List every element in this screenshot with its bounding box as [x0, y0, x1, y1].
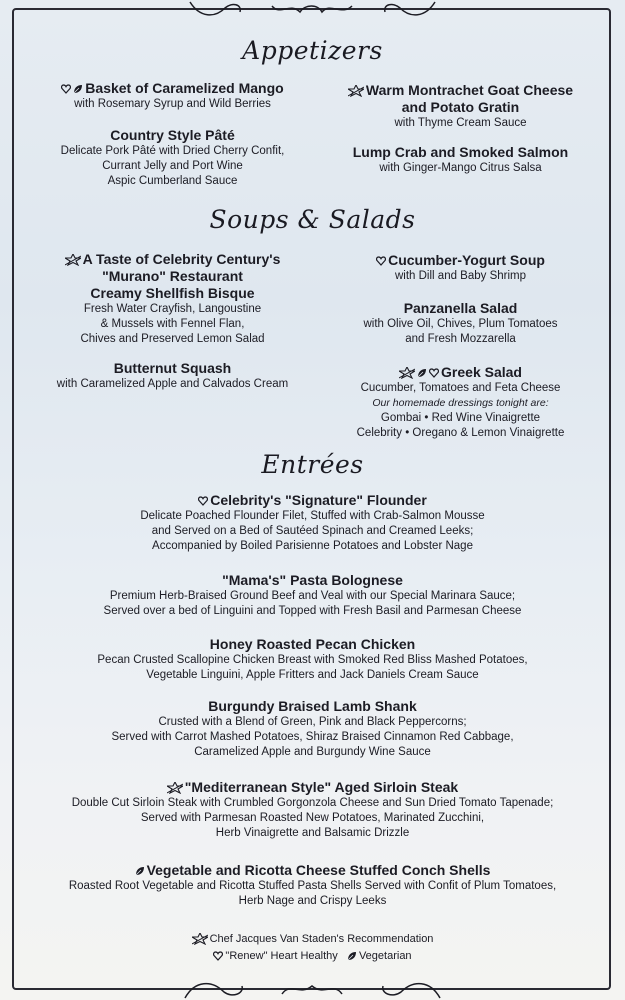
top-ornament: [0, 0, 625, 24]
chef-recommendation-icon: [65, 254, 81, 266]
dish-name: Vegetable and Ricotta Cheese Stuffed Conch Shells: [146, 862, 491, 878]
dish-desc: Herb Nage and Crispy Leeks: [238, 895, 387, 907]
dish-name: Cucumber-Yogurt Soup: [388, 252, 545, 268]
dish-name: Celebrity's "Signature" Flounder: [210, 492, 427, 508]
dish-name: Warm Montrachet Goat Cheese: [365, 82, 574, 98]
section-title-appetizers: Appetizers: [242, 36, 383, 65]
dressings-intro: Our homemade dressings tonight are:: [372, 397, 549, 409]
vegetarian-leaf-icon: [73, 84, 83, 94]
dish-desc: Aspic Cumberland Sauce: [107, 175, 238, 187]
vegetarian-leaf-icon: [347, 951, 357, 961]
heart-healthy-icon: [213, 951, 223, 961]
dish-name: "Murano" Restaurant: [102, 268, 243, 284]
dish-desc: Herb Vinaigrette and Balsamic Drizzle: [215, 827, 410, 839]
dish-name: Country Style Pâté: [110, 127, 235, 143]
dish-desc: Served over a bed of Linguini and Topped with Fresh Basil and Parmesan Cheese: [103, 605, 522, 617]
legend-chef: [0, 931, 625, 948]
dish-desc: Crusted with a Blend of Green, Pink and Black Peppercorns;: [158, 716, 467, 728]
dish-lamb-shank: [0, 698, 625, 760]
dish-desc: Served with Parmesan Roasted New Potatoes, Marinated Zucchini,: [140, 812, 485, 824]
heart-healthy-icon: [376, 256, 386, 266]
dish-lump-crab: [318, 144, 603, 176]
dish-desc: Currant Jelly and Port Wine: [102, 160, 243, 172]
dish-name: Honey Roasted Pecan Chicken: [209, 636, 416, 652]
legend-veg-label: Vegetarian: [358, 950, 412, 962]
dish-flounder: [0, 492, 625, 554]
dish-desc: Cucumber, Tomatoes and Feta Cheese: [360, 382, 561, 394]
section-title-entrees: Entrées: [261, 450, 364, 479]
section-title-soups-salads: Soups & Salads: [209, 205, 416, 234]
dish-name: Creamy Shellfish Bisque: [90, 285, 255, 301]
dish-goat-cheese: [318, 82, 603, 131]
heart-healthy-icon: [61, 84, 71, 94]
dish-panzanella-salad: [318, 300, 603, 347]
dish-desc: Premium Herb-Braised Ground Beef and Veal with our Special Marinara Sauce;: [109, 590, 516, 602]
bottom-ornament: [0, 976, 625, 1000]
dish-greek-salad: [318, 364, 603, 441]
vegetarian-leaf-icon: [417, 368, 427, 378]
dish-desc: Accompanied by Boiled Parisienne Potatoes and Lobster Nage: [152, 540, 473, 552]
dish-pasta-bolognese: [0, 572, 625, 619]
dish-desc: Vegetable Linguini, Apple Fritters and Jack Daniels Cream Sauce: [146, 669, 479, 681]
heart-healthy-icon: [429, 368, 439, 378]
dish-name: A Taste of Celebrity Century's: [82, 251, 281, 267]
dish-name: and Potato Gratin: [401, 99, 520, 115]
legend: [0, 931, 625, 965]
dish-name: Panzanella Salad: [403, 300, 518, 316]
dish-name: Butternut Squash: [113, 360, 232, 376]
dish-basket-mango: [30, 80, 315, 112]
chef-recommendation-icon: [192, 933, 208, 945]
vegetarian-leaf-icon: [135, 866, 145, 876]
dish-desc: with Caramelized Apple and Calvados Cream: [56, 378, 289, 390]
dish-country-pate: [30, 127, 315, 189]
legend-heart-label: "Renew" Heart Healthy: [225, 950, 338, 962]
dish-desc: with Thyme Cream Sauce: [394, 117, 527, 129]
dish-cucumber-soup: [318, 252, 603, 284]
legend-diet: [0, 948, 625, 965]
dish-name: "Mediterranean Style" Aged Sirloin Steak: [184, 779, 459, 795]
heart-healthy-icon: [198, 496, 208, 506]
chef-recommendation-icon: [167, 782, 183, 794]
dish-shellfish-bisque: [30, 251, 315, 347]
dish-name: Burgundy Braised Lamb Shank: [208, 698, 417, 714]
dish-desc: Pecan Crusted Scallopine Chicken Breast with Smoked Red Bliss Mashed Potatoes,: [97, 654, 528, 666]
dressings-line: Gombai • Red Wine Vinaigrette: [380, 412, 541, 424]
dish-pecan-chicken: [0, 636, 625, 683]
dish-sirloin-steak: [0, 779, 625, 841]
dish-desc: Caramelized Apple and Burgundy Wine Sauce: [194, 746, 431, 758]
dish-name: "Mama's" Pasta Bolognese: [222, 572, 403, 588]
dish-name: Greek Salad: [441, 364, 522, 380]
dish-desc: Roasted Root Vegetable and Ricotta Stuffed Pasta Shells Served with Confit of Plum Tomatoes,: [68, 880, 557, 892]
dressings-line: Celebrity • Oregano & Lemon Vinaigrette: [356, 427, 565, 439]
dish-name: Basket of Caramelized Mango: [85, 80, 284, 96]
dish-name: Lump Crab and Smoked Salmon: [352, 144, 569, 160]
dish-desc: Served with Carrot Mashed Potatoes, Shiraz Braised Cinnamon Red Cabbage,: [111, 731, 514, 743]
chef-recommendation-icon: [348, 85, 364, 97]
legend-chef-label: Chef Jacques Van Staden's Recommendation: [209, 933, 434, 945]
dish-desc: Double Cut Sirloin Steak with Crumbled Gorgonzola Cheese and Sun Dried Tomato Tapenade;: [71, 797, 554, 809]
dish-desc: Chives and Preserved Lemon Salad: [80, 333, 265, 345]
dish-desc: with Rosemary Syrup and Wild Berries: [74, 98, 271, 110]
dish-desc: Delicate Poached Flounder Filet, Stuffed with Crab-Salmon Mousse: [140, 510, 485, 522]
dish-desc: Delicate Pork Pâté with Dried Cherry Confit,: [60, 145, 285, 157]
dish-desc: with Dill and Baby Shrimp: [394, 270, 527, 282]
dish-desc: Fresh Water Crayfish, Langoustine: [83, 303, 262, 315]
dish-desc: & Mussels with Fennel Flan,: [100, 318, 245, 330]
dish-desc: with Ginger-Mango Citrus Salsa: [379, 162, 542, 174]
dish-butternut-squash: [30, 360, 315, 392]
dish-conch-shells: [0, 862, 625, 909]
dish-desc: and Fresh Mozzarella: [405, 333, 516, 345]
dish-desc: with Olive Oil, Chives, Plum Tomatoes: [363, 318, 558, 330]
chef-recommendation-icon: [399, 367, 415, 379]
dish-desc: and Served on a Bed of Sautéed Spinach and Creamed Leeks;: [151, 525, 474, 537]
